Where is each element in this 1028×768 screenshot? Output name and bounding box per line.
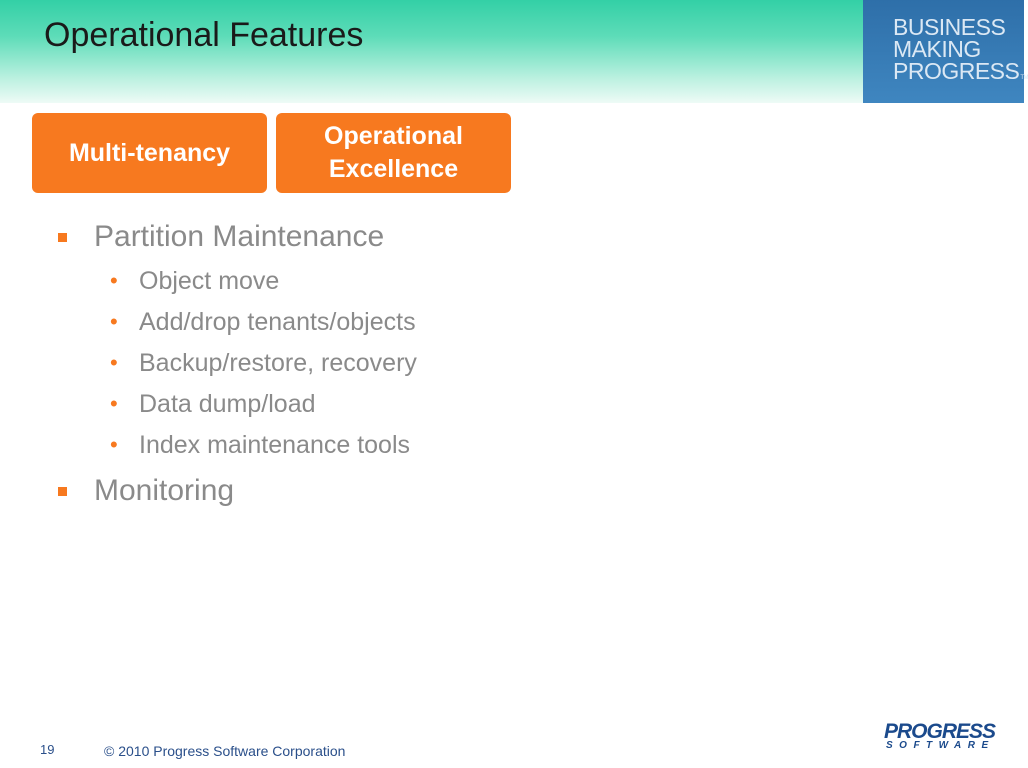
dot-bullet-icon: • [110, 309, 118, 334]
tab-operational-excellence[interactable] [276, 113, 511, 193]
dot-bullet-icon: • [110, 391, 118, 416]
sub-bullet-item: Data dump/load [139, 390, 316, 418]
brand-line-1: BUSINESS [893, 14, 1006, 40]
copyright-text: © 2010 Progress Software Corporation [104, 743, 346, 759]
brand-tagline [893, 16, 1028, 89]
logo-subtext: SOFTWARE [886, 740, 995, 751]
tab-multi-tenancy[interactable] [32, 113, 267, 193]
brand-logo [863, 0, 1028, 103]
logo-wordmark: PROGRESS [884, 720, 996, 743]
progress-software-logo [884, 720, 994, 754]
dot-bullet-icon: • [110, 350, 118, 375]
tab-operational-excellence-line-2: Excellence [328, 155, 459, 183]
sub-bullet-item: Backup/restore, recovery [139, 349, 417, 377]
square-bullet-icon [58, 233, 67, 242]
tab-multi-tenancy-label: Multi-tenancy [68, 138, 231, 167]
page-number: 19 [40, 742, 55, 757]
sub-bullet-item: Add/drop tenants/objects [139, 308, 416, 336]
bullet-item: Partition Maintenance [94, 220, 385, 253]
header-band [0, 0, 863, 103]
tab-operational-excellence-line-1: Operational [324, 122, 463, 150]
sub-bullet-item: Object move [139, 267, 280, 295]
brand-line-2: MAKING [893, 36, 981, 62]
bullet-item: Monitoring [94, 474, 235, 507]
sub-bullet-item: Index maintenance tools [139, 431, 411, 459]
square-bullet-icon [58, 487, 67, 496]
dot-bullet-icon: • [110, 432, 118, 457]
brand-trademark: TM [1020, 75, 1028, 81]
slide-title: Operational Features [44, 16, 364, 54]
brand-line-3: PROGRESS [893, 58, 1020, 84]
dot-bullet-icon: • [110, 268, 118, 293]
